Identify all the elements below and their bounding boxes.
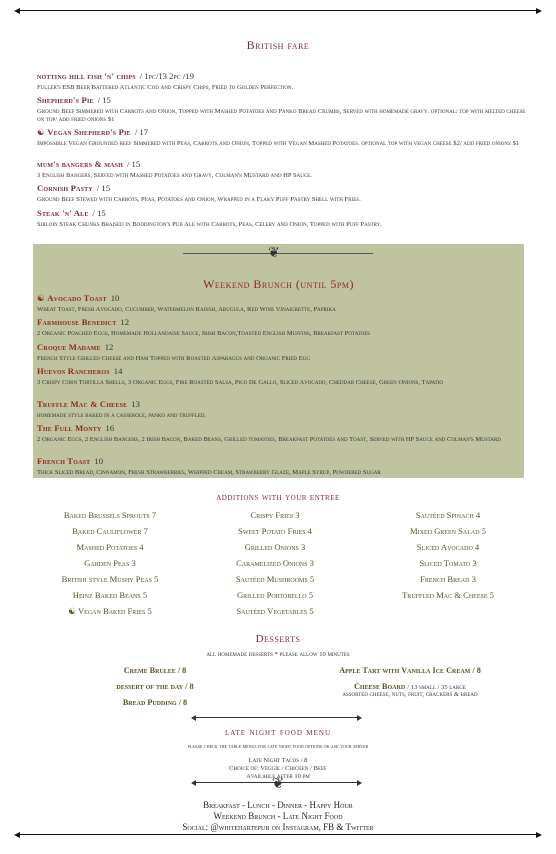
item-price: 10	[110, 293, 120, 303]
addition-item: Sweet Potato Fries 4	[238, 526, 312, 536]
item-name: notting hill fish 'n' chips	[37, 71, 136, 81]
item-name: The Full Monty	[37, 423, 102, 433]
item-price: / 15	[96, 183, 111, 193]
late-night-line: Choice of: Veggie / Chicken / Beef	[229, 765, 327, 772]
menu-item	[37, 203, 527, 229]
item-name: Farmhouse Benedict	[37, 317, 117, 327]
arrow-left-icon	[191, 715, 196, 721]
ornament-icon: ❦	[271, 776, 285, 792]
addition-item: Sautéed Vegetables 5	[236, 606, 314, 616]
menu-item	[37, 154, 527, 180]
arrow-right-icon	[357, 715, 362, 721]
vegan-icon: ☯	[37, 127, 48, 137]
menu-item	[37, 66, 527, 92]
addition-item: Sautéed Spinach 4	[415, 510, 481, 520]
footer-line: Breakfast - Lunch - Dinner - Happy Hour	[203, 800, 353, 810]
item-price: 16	[105, 423, 115, 433]
item-name: Croque Madame	[37, 342, 101, 352]
item-desc: 3 Crispy Corn Tortilla Shells, 3 Organic Eggs, Fire Roasted Salsa, Pico De Gallo, Sliced Avocado, Cheddar Cheese, Green Onions, Tapatio	[37, 379, 443, 386]
addition-item: Sliced Avocado 4	[416, 542, 480, 552]
desserts-title: Desserts	[255, 633, 301, 645]
arrow-left-icon	[14, 8, 20, 14]
footer-line: Weekend Brunch - Late Night Food	[213, 811, 343, 821]
item-desc: 2 Organic Eggs, 2 English Bangers, 2 Irish Bacon, Baked Beans, Grilled tomatoes, Breakfast Potatoes and Toast, Served with HP Sauce and Colman's Mustard	[37, 436, 501, 443]
item-price: / 17	[134, 127, 149, 137]
item-name: Cornish Pasty	[37, 183, 93, 193]
late-night-note: please check the table menus for late night food options or ask your server	[187, 743, 369, 750]
item-desc: Ground Beef Simmered with Carrots and Onion, Topped with Mashed Potatoes and Panko Bread Crumbs, Served with homemade gravy. optional: top with melted cheese on top/ add fried onions $1	[37, 108, 526, 124]
desserts-note: all homemade desserts * please allow 10 minutes	[206, 651, 350, 658]
addition-item: Sliced Tomato 3	[419, 558, 477, 568]
dessert-item: dessert of the day / 8	[116, 682, 194, 691]
item-price: 13	[131, 399, 140, 409]
dessert-item: Bread Pudding / 8	[122, 698, 188, 707]
addition-item: French Bread 3	[420, 574, 476, 584]
late-night-line: Late Night Tacos / 8	[248, 757, 308, 764]
menu-item	[37, 451, 521, 477]
bottom-rule	[18, 834, 538, 835]
item-desc: 2 Organic Poached Eggs, Homemade Hollandaise Sauce, Irish Bacon,Toasted English Muffins, Breakfast Potatoes	[37, 330, 371, 337]
divider	[195, 717, 357, 718]
ornament-icon: ❦	[268, 246, 280, 261]
item-price: / 1pc/13 2pc /19	[139, 71, 194, 81]
menu-item	[37, 394, 521, 420]
addition-item: Garden Peas 3	[84, 558, 136, 568]
menu-item	[37, 288, 521, 314]
arrow-right-icon	[536, 832, 542, 838]
item-name: Vegan Shepherd's Pie	[47, 127, 131, 137]
addition-item: Truffled Mac & Cheese 5	[402, 590, 494, 600]
menu-item	[37, 90, 527, 125]
menu-item	[37, 418, 521, 444]
additions-title: additions with your entree	[216, 492, 340, 503]
item-desc: homemade style baked in a casserole, panko and truffled.	[37, 412, 207, 419]
vegan-icon: ☯	[37, 293, 48, 303]
addition-item: Crispy Fries 3	[250, 510, 300, 520]
item-name: mum's bangers & mash	[37, 159, 123, 169]
addition-item	[40, 605, 180, 621]
addition-item: Mixed Green Salad 5	[409, 526, 487, 536]
late-night-title: late night food menu	[224, 727, 332, 738]
menu-item	[37, 312, 521, 338]
item-price: 12	[120, 317, 129, 327]
item-desc: Ground Beef Stewed with Carrots, Peas, Potatoes and Onion, Wrapped in a Flaky Puff Pastry Shell with Fries.	[37, 196, 361, 203]
item-desc: Fuller's ESB Beer Battered Atlantic Cod and Crispy Chips, Fried to Golden Perfection.	[37, 84, 294, 91]
addition-item: Mashed Potatoes 4	[76, 542, 144, 552]
item-name: Steak 'n' Ale	[37, 208, 89, 218]
addition-item: Baked Cauliflower 7	[72, 526, 148, 536]
addition-item: Sautéed Mushrooms 5	[235, 574, 315, 584]
arrow-right-icon	[536, 8, 542, 14]
item-price: 10	[94, 456, 103, 466]
additions-col-3	[378, 509, 518, 605]
item-name: French Toast	[37, 456, 91, 466]
item-name: Huevos Rancheros	[37, 366, 110, 376]
item-desc: French Style Grilled Cheese and Ham Topped with Roasted Asparagus and Organic Fried Egg	[37, 355, 310, 362]
dessert-item-name: Cheese Board	[354, 682, 406, 691]
british-fare-title: British fare	[246, 38, 310, 52]
item-desc: Sirloin Steak Chunks Braised in Boddington's Pub Ale with Carrots, Peas, Celery and Onion, Topped with Puff Pastry.	[37, 221, 382, 228]
additions-col-2	[205, 509, 345, 621]
addition-item: British style Mushy Peas 5	[61, 574, 159, 584]
top-rule	[18, 10, 538, 11]
item-desc: 3 English Bangers, Served with Mashed Potatoes and Gravy, Colman's Mustard and HP Sauce.	[37, 172, 312, 179]
brunch-section	[33, 244, 524, 478]
addition-item: Grilled Portobello 5	[236, 590, 314, 600]
addition-item: Heinz Baked Beans 5	[72, 590, 148, 600]
item-name: Truffle Mac & Cheese	[37, 399, 128, 409]
footer-line: Social: @whitehartepub on Instagram, FB & Twitter	[182, 822, 374, 832]
menu-item	[37, 361, 521, 387]
item-desc: Thick Sliced Bread, Cinnamon, Fresh Strawberries, Whipped Cream, Strawberry Glaze, Maple Syrup, Powdered Sugar	[37, 469, 381, 476]
dessert-item-desc: assorted cheese, nuts, fruit, crackers & bread	[342, 691, 478, 698]
dessert-item-price: / 13 small / 35 large	[407, 684, 466, 691]
menu-item	[37, 337, 521, 363]
menu-item	[37, 122, 527, 148]
late-night-line: Available after 10 pm	[246, 773, 310, 780]
dessert-item	[300, 682, 520, 698]
item-price: / 15	[92, 208, 106, 218]
additions-col-1	[40, 509, 180, 621]
item-name: Shepherd's Pie	[37, 95, 94, 105]
item-desc: Impossible Vegan Grounded beef Simmered with Peas, Carrots and Onion, Topped with Vegan Mashed Potatoes. optional top with vegan cheese $2/ add fried onions $1	[37, 140, 520, 147]
item-price: 12	[104, 342, 114, 352]
addition-item: Caramelized Onions 3	[236, 558, 314, 568]
item-price: / 15	[97, 95, 111, 105]
addition-item: Grilled Onions 3	[244, 542, 306, 552]
addition-item-label: Vegan Baked Fries 5	[77, 606, 152, 616]
item-price: 14	[113, 366, 123, 376]
menu-item	[37, 178, 527, 204]
item-name: Avocado Toast	[47, 293, 107, 303]
item-desc: Wheat Toast, Fresh Avocado, Cucumber, Watermelon Radish, Arugula, Red Wine Vinaigrette, Paprika	[37, 306, 336, 313]
addition-item: Baked Brussels Sprouts 7	[63, 510, 157, 520]
vegan-icon: ☯	[68, 606, 78, 616]
arrow-left-icon	[14, 832, 20, 838]
dessert-item: Apple Tart with Vanilla Ice Cream / 8	[339, 666, 481, 675]
item-price: / 15	[127, 159, 141, 169]
dessert-item: Creme Brulee / 8	[123, 666, 187, 675]
brunch-title: Weekend Brunch (until 5pm)	[203, 277, 354, 291]
